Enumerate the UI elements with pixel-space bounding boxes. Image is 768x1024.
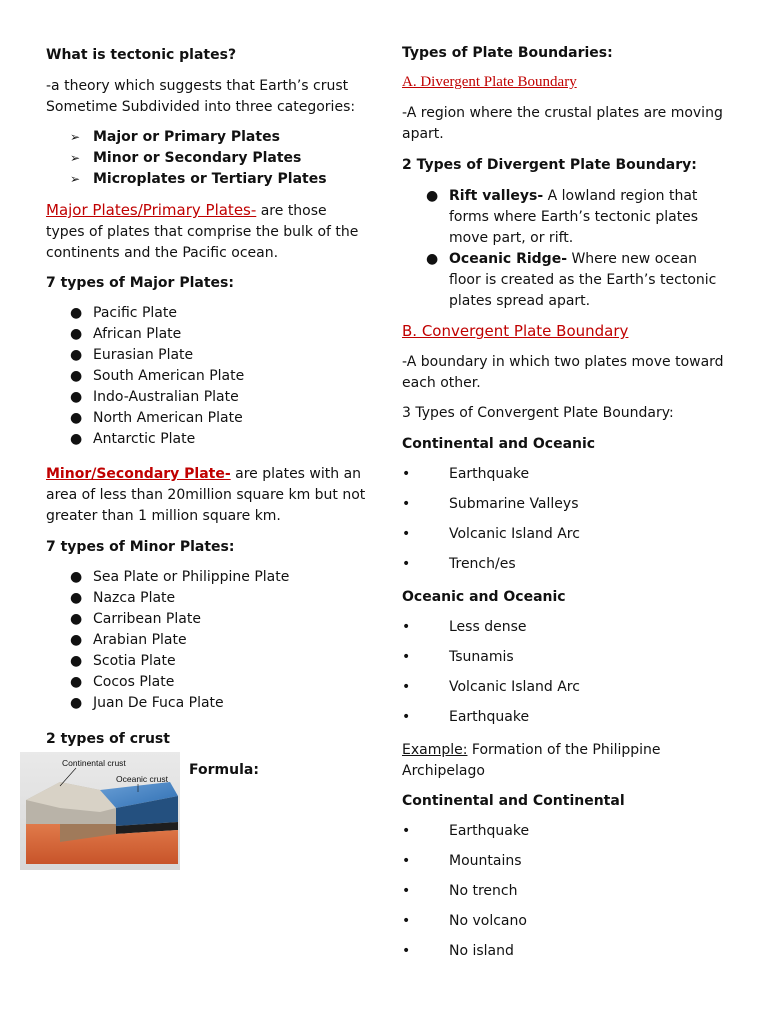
bullet-dot-icon: •: [402, 823, 411, 839]
list-item: • Mountains: [402, 851, 742, 872]
list-item: • Trench/es: [402, 554, 742, 575]
oo-title: Oceanic and Oceanic: [402, 589, 566, 605]
bullet-dot-icon: ●: [70, 632, 83, 648]
cc-list: [402, 821, 742, 962]
list-item: ● South American Plate: [46, 366, 366, 387]
oceanic-crust-label: Oceanic crust: [116, 774, 168, 784]
example-text: Example: Formation of the Philippine Archipelago: [402, 742, 661, 779]
list-item: • No trench: [402, 881, 742, 902]
list-item: • Submarine Valleys: [402, 494, 742, 515]
list-item: ● African Plate: [46, 324, 366, 345]
bullet-dot-icon: •: [402, 679, 411, 695]
convergent-text: -A boundary in which two plates move toward each other.: [402, 354, 724, 391]
crust-title: 2 types of crust: [46, 731, 170, 747]
bullet-dot-icon: •: [402, 709, 411, 725]
list-item: ● Pacific Plate: [46, 303, 366, 324]
oo-list: [402, 617, 742, 728]
boundary-types-title: Types of Plate Boundaries:: [402, 45, 613, 61]
list-item: • No volcano: [402, 911, 742, 932]
list-item: ● Nazca Plate: [46, 588, 366, 609]
minor-title: 7 types of Minor Plates:: [46, 539, 235, 555]
bullet-dot-icon: ●: [70, 410, 83, 426]
minor-plates-list: [46, 567, 366, 714]
major-definition: Major Plates/Primary Plates- are those types of plates that comprise the bulk of the continents and the Pacific ocean.: [46, 201, 359, 261]
list-item: ➢ Minor or Secondary Plates: [46, 148, 366, 169]
bullet-dot-icon: ●: [70, 611, 83, 627]
list-item: ➢ Microplates or Tertiary Plates: [46, 169, 366, 190]
arrow-bullet-icon: ➢: [70, 130, 81, 144]
bullet-dot-icon: •: [402, 556, 411, 572]
bullet-dot-icon: •: [402, 853, 411, 869]
minor-term: Minor/Secondary Plate-: [46, 466, 231, 482]
divergent-heading: A. Divergent Plate Boundary: [402, 74, 577, 90]
list-item: • No island: [402, 941, 742, 962]
bullet-dot-icon: •: [402, 913, 411, 929]
convergent-types-title: 3 Types of Convergent Plate Boundary:: [402, 405, 674, 421]
bullet-dot-icon: ●: [70, 347, 83, 363]
bullet-dot-icon: •: [402, 619, 411, 635]
list-item: • Earthquake: [402, 821, 742, 842]
list-item: ● Arabian Plate: [46, 630, 366, 651]
list-item: ➢ Major or Primary Plates: [46, 127, 366, 148]
category-list: [46, 127, 366, 190]
list-item: • Volcanic Island Arc: [402, 524, 742, 545]
bullet-dot-icon: ●: [426, 251, 439, 267]
question-title: What is tectonic plates?: [46, 47, 237, 63]
bullet-dot-icon: ●: [70, 653, 83, 669]
divergent-types-title: 2 Types of Divergent Plate Boundary:: [402, 157, 697, 173]
co-list: [402, 464, 742, 575]
bullet-dot-icon: •: [402, 943, 411, 959]
major-title: 7 types of Major Plates:: [46, 275, 234, 291]
bullet-dot-icon: ●: [70, 674, 83, 690]
list-item: ● Rift valleys- A lowland region that forms where Earth’s tectonic plates move part, or rift.: [426, 188, 699, 246]
bullet-dot-icon: ●: [70, 326, 83, 342]
major-plates-list: [46, 303, 366, 450]
divergent-types-list: [402, 186, 720, 312]
list-item: ● Antarctic Plate: [46, 429, 366, 450]
bullet-dot-icon: •: [402, 466, 411, 482]
continental-crust-label: Continental crust: [62, 758, 126, 768]
list-item: ● Indo-Australian Plate: [46, 387, 366, 408]
bullet-dot-icon: •: [402, 883, 411, 899]
bullet-dot-icon: ●: [70, 695, 83, 711]
list-item: ● Sea Plate or Philippine Plate: [46, 567, 366, 588]
divergent-text: -A region where the crustal plates are moving apart.: [402, 105, 723, 142]
list-item: • Less dense: [402, 617, 742, 638]
arrow-bullet-icon: ➢: [70, 151, 81, 165]
convergent-heading: B. Convergent Plate Boundary: [402, 322, 629, 340]
bullet-dot-icon: ●: [70, 305, 83, 321]
question-text: -a theory which suggests that Earth’s crust Sometime Subdivided into three categories:: [46, 78, 356, 115]
minor-definition: Minor/Secondary Plate- are plates with an area of less than 20million square km but not greater than 1 million square km.: [46, 466, 366, 524]
list-item: ● Cocos Plate: [46, 672, 366, 693]
list-item: • Volcanic Island Arc: [402, 677, 742, 698]
list-item: ● Scotia Plate: [46, 651, 366, 672]
list-item: ● Juan De Fuca Plate: [46, 693, 366, 714]
bullet-dot-icon: ●: [70, 590, 83, 606]
bullet-dot-icon: ●: [70, 368, 83, 384]
cc-title: Continental and Continental: [402, 793, 625, 809]
list-item: • Earthquake: [402, 707, 742, 728]
list-item: ● Carribean Plate: [46, 609, 366, 630]
bullet-dot-icon: •: [402, 496, 411, 512]
co-title: Continental and Oceanic: [402, 436, 596, 452]
list-item: ● Oceanic Ridge- Where new ocean floor is created as the Earth’s tectonic plates spread apart.: [426, 251, 717, 309]
arrow-bullet-icon: ➢: [70, 172, 81, 186]
list-item: • Earthquake: [402, 464, 742, 485]
formula-label: Formula:: [189, 762, 259, 778]
bullet-dot-icon: ●: [426, 188, 439, 204]
crust-diagram-image: [20, 752, 180, 870]
bullet-dot-icon: •: [402, 526, 411, 542]
bullet-dot-icon: •: [402, 649, 411, 665]
bullet-dot-icon: ●: [70, 389, 83, 405]
list-item: ● Eurasian Plate: [46, 345, 366, 366]
bullet-dot-icon: ●: [70, 431, 83, 447]
list-item: ● North American Plate: [46, 408, 366, 429]
list-item: • Tsunamis: [402, 647, 742, 668]
bullet-dot-icon: ●: [70, 569, 83, 585]
major-term: Major Plates/Primary Plates-: [46, 201, 257, 219]
